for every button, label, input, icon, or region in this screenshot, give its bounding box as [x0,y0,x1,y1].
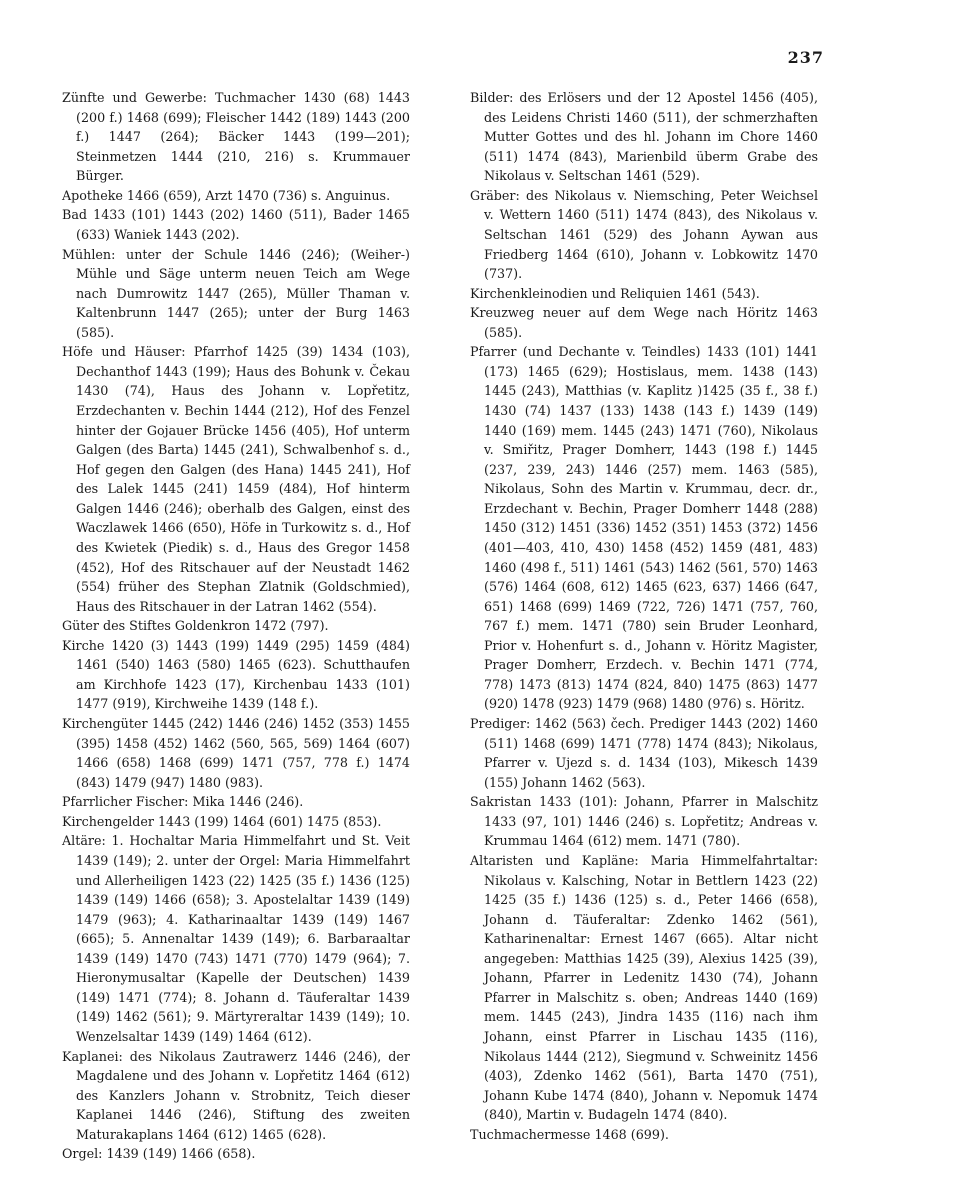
right-column [470,88,818,1144]
index-entry: Altäre: 1. Hochaltar Maria Himmelfahrt und St. Veit 1439 (149); 2. unter der Orgel: Maria Himmelfahrt und Allerheiligen 1423 (22) 1425 (35 f.) 1436 (125) 1439 (149) 1466 (658); 3. Apostelaltar 1439 (149) 1479 (963); 4. Katharinaaltar 1439 (149) 1467 (665); 5. Annenaltar 1439 (149); 6. Barbaraaltar 1439 (149) 1470 (743) 1471 (770) 1479 (964); 7. Hieronymusaltar (Kapelle der Deutschen) 1439 (149) 1471 (774); 8. Johann d. Täuferaltar 1439 (149) 1462 (561); 9. Märtyreraltar 1439 (149); 10. Wenzelsaltar 1439 (149) 1464 (612). [62,833,410,1044]
index-entry: Güter des Stiftes Goldenkron 1472 (797). [62,618,329,634]
index-entry: Kirchengüter 1445 (242) 1446 (246) 1452 (353) 1455 (395) 1458 (452) 1462 (560, 565, 569) 1464 (607) 1466 (658) 1468 (699) 1471 (757, 778 f.) 1474 (843) 1479 (947) 1480 (983). [62,716,410,790]
index-entry: Zünfte und Gewerbe: Tuchmacher 1430 (68) 1443 (200 f.) 1468 (699); Fleischer 1442 (189) 1443 (200 f.) 1447 (264); Bäcker 1443 (199—201); Steinmetzen 1444 (210, 216) s. Krummauer Bürger. [62,90,410,184]
index-entry: Sakristan 1433 (101): Johann, Pfarrer in Malschitz 1433 (97, 101) 1446 (246) s. Lopřetitz; Andreas v. Krummau 1464 (612) mem. 1471 (780). [470,794,818,849]
index-entry: Pfarrlicher Fischer: Mika 1446 (246). [62,794,304,810]
index-entry: Kirche 1420 (3) 1443 (199) 1449 (295) 1459 (484) 1461 (540) 1463 (580) 1465 (623). Schutthaufen am Kirchhofe 1423 (17), Kirchenbau 1433 (101) 1477 (919), Kirchweihe 1439 (148 f.). [62,637,410,712]
index-entry: Bad 1433 (101) 1443 (202) 1460 (511), Bader 1465 (633) Waniek 1443 (202). [62,207,410,242]
index-entry: Apotheke 1466 (659), Arzt 1470 (736) s. Anguinus. [62,187,391,203]
index-entry: Kirchenkleinodien und Reliquien 1461 (543). [470,285,760,301]
index-entry: Pfarrer (und Dechante v. Teindles) 1433 (101) 1441 (173) 1465 (629); Hostislaus, mem. 1438 (143) 1445 (243), Matthias (v. Kaplitz )1425 (35 f., 38 f.) 1430 (74) 1437 (133) 1438 (143 f.) 1439 (149) 1440 (169) mem. 1445 (243) 1471 (760), Nikolaus v. Smiřitz, Prager Domherr, 1443 (198 f.) 1445 (237, 239, 243) 1446 (257) mem. 1463 (585), Nikolaus, Sohn des Martin v. Krummau, decr. dr., Erzdechant v. Bechin, Prager Domherr 1448 (288) 1450 (312) 1451 (336) 1452 (351) 1453 (372) 1456 (401—403, 410, 430) 1458 (452) 1459 (481, 483) 1460 (498 f., 511) 1461 (543) 1462 (561, 570) 1463 (576) 1464 (608, 612) 1465 (623, 637) 1466 (647, 651) 1468 (699) 1469 (722, 726) 1471 (757, 760, 767 f.) mem. 1471 (780) sein Bruder Leonhard, Prior v. Hohenfurt s. d., Johann v. Höritz Magister, Prager Domherr, Erzdech. v. Bechin 1471 (774, 778) 1473 (813) 1474 (824, 840) 1475 (863) 1477 (920) 1478 (923) 1479 (968) 1480 (976) s. Höritz. [470,344,818,712]
index-entry: Kirchengelder 1443 (199) 1464 (601) 1475 (853). [62,813,382,829]
index-entry: Kreuzweg neuer auf dem Wege nach Höritz 1463 (585). [470,305,818,340]
index-entry: Höfe und Häuser: Pfarrhof 1425 (39) 1434 (103), Dechanthof 1443 (199); Haus des Bohunk v. Čekau 1430 (74), Haus des Johann v. Lopřetitz, Erzdechanten v. Bechin 1444 (212), Hof des Fenzel hinter der Gojauer Brücke 1456 (405), Hof unterm Galgen (des Barta) 1445 (241), Schwalbenhof s. d., Hof gegen den Galgen (des Hana) 1445 241), Hof des Lalek 1445 (241) 1459 (484), Hof hinterm Galgen 1446 (246); oberhalb des Galgen, einst des Waczlawek 1466 (650), Höfe in Turkowitz s. d., Hof des Kwietek (Piedik) s. d., Haus des Gregor 1458 (452), Hof des Ritschauer auf der Neustadt 1462 (554) früher des Stephan Zlatnik (Goldschmied), Haus des Ritschauer in der Latran 1462 (554). [62,344,410,614]
page-number: 237 [787,48,824,67]
index-entry: Gräber: des Nikolaus v. Niemsching, Peter Weichsel v. Wettern 1460 (511) 1474 (843), des Nikolaus v. Seltschan 1461 (529) des Johann Aywan aus Friedberg 1464 (610), Johann v. Lobkowitz 1470 (737). [470,187,818,282]
left-column [62,88,410,1164]
index-entry: Prediger: 1462 (563) čech. Prediger 1443 (202) 1460 (511) 1468 (699) 1471 (778) 1474 (843); Nikolaus, Pfarrer v. Ujezd s. d. 1434 (103), Mikesch 1439 (155) Johann 1462 (563). [470,716,818,790]
index-entry: Bilder: des Erlösers und der 12 Apostel 1456 (405), des Leidens Christi 1460 (511), der schmerzhaften Mutter Gottes und des hl. Johann im Chore 1460 (511) 1474 (843), Marienbild überm Grabe des Nikolaus v. Seltschan 1461 (529). [470,90,818,184]
index-entry: Tuchmachermesse 1468 (699). [470,1126,669,1142]
index-entry: Orgel: 1439 (149) 1466 (658). [62,1146,256,1162]
index-entry: Mühlen: unter der Schule 1446 (246); (Weiher-) Mühle und Säge unterm neuen Teich am Wege nach Dumrowitz 1447 (265), Müller Thaman v. Kaltenbrunn 1447 (265); unter der Burg 1463 (585). [62,246,410,340]
index-entry: Kaplanei: des Nikolaus Zautrawerz 1446 (246), der Magdalene und des Johann v. Lopřetitz 1464 (612) des Kanzlers Johann v. Strobnitz, Teich dieser Kaplanei 1446 (246), Stiftung des zweiten Maturakaplans 1464 (612) 1465 (628). [62,1048,410,1142]
index-entry: Altaristen und Kapläne: Maria Himmelfahrtaltar: Nikolaus v. Kalsching, Notar in Bettlern 1423 (22) 1425 (35 f.) 1436 (125) s. d., Peter 1466 (658), Johann d. Täuferaltar: Zdenko 1462 (561), Katharinenaltar: Ernest 1467 (665). Altar nicht angegeben: Matthias 1425 (39), Alexius 1425 (39), Johann, Pfarrer in Ledenitz 1430 (74), Johann Pfarrer in Malschitz s. oben; Andreas 1440 (169) mem. 1445 (243), Jindra 1435 (116) nach ihm Johann, einst Pfarrer in Lischau 1435 (116), Nikolaus 1444 (212), Siegmund v. Schweinitz 1456 (403), Zdenko 1462 (561), Barta 1470 (751), Johann Kube 1474 (840), Johann v. Nepomuk 1474 (840), Martin v. Budageln 1474 (840). [470,852,818,1123]
